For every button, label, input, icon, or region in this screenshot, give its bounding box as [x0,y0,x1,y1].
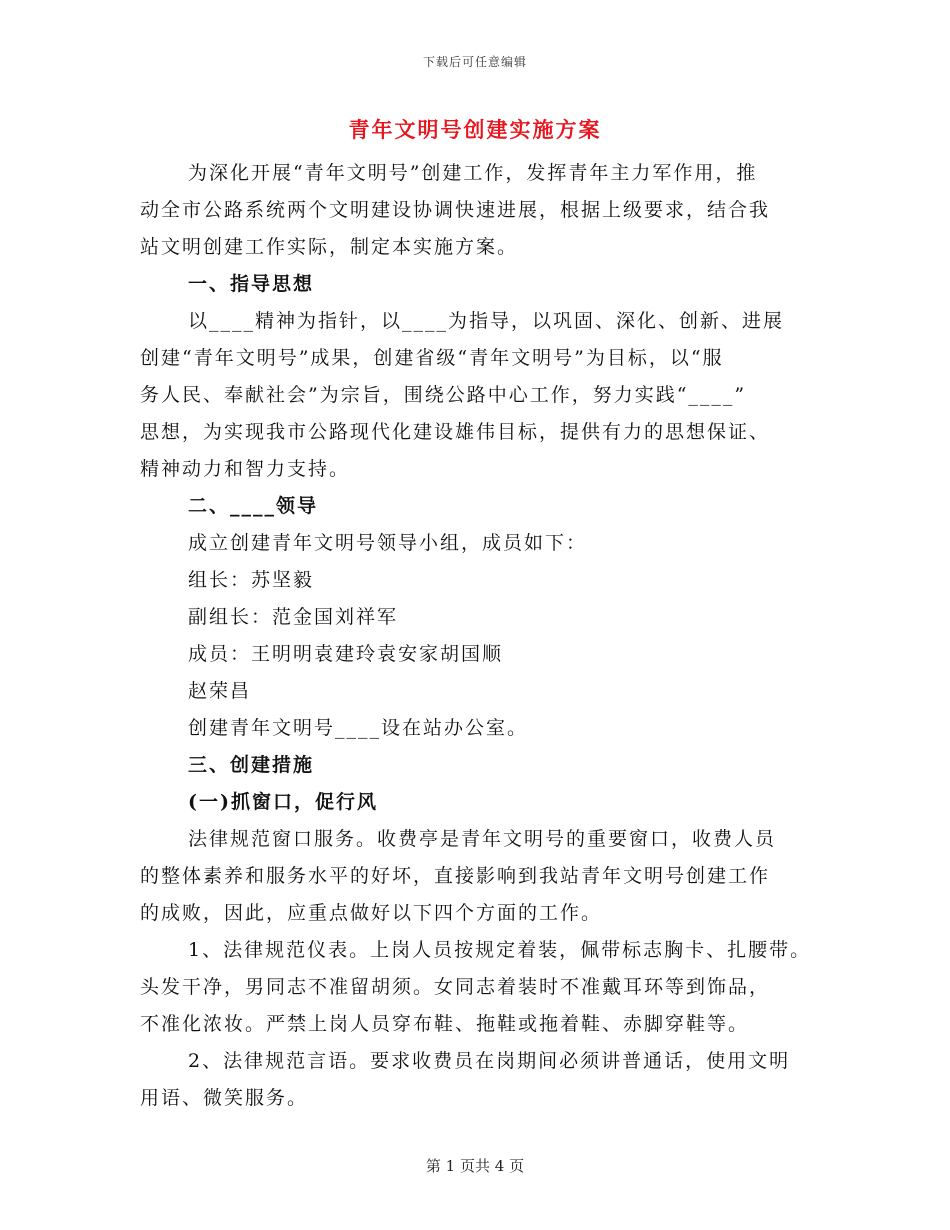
paragraph-line: 以____精神为指针，以____为指导，以巩固、深化、创新、进展 [188,310,785,332]
paragraph-line: 创建“青年文明号”成果，创建省级“青年文明号”为目标，以“服 [140,347,724,369]
paragraph-line: 的成败，因此，应重点做好以下四个方面的工作。 [140,902,603,924]
paragraph-line: 成立创建青年文明号领导小组，成员如下： [188,532,588,554]
section-heading: 一、指导思想 [188,273,315,295]
paragraph-line: 赵荣昌 [188,680,252,702]
paragraph-line: 务人民、奉献社会”为宗旨，围绕公路中心工作，努力实践“____” [140,384,747,406]
paragraph-line: 用语、微笑服务。 [140,1087,309,1109]
paragraph-line: 成员：王明明袁建玲袁安家胡国顺 [188,643,504,665]
page-header: 下载后可任意编辑 [422,55,527,69]
paragraph-line: 思想，为实现我市公路现代化建设雄伟目标，提供有力的思想保证、 [140,421,771,443]
paragraph-line: 的整体素养和服务水平的好坏，直接影响到我站青年文明号创建工作 [140,865,771,887]
paragraph-line: 头发干净，男同志不准留胡须。女同志着装时不准戴耳环等到饰品， [140,976,771,998]
document-title: 青年文明号创建实施方案 [348,117,602,142]
subsection-heading: (一)抓窗口，促行风 [188,791,378,813]
paragraph-line: 组长：苏坚毅 [188,569,315,591]
paragraph-line: 2、法律规范言语。要求收费员在岗期间必须讲普通话，使用文明 [188,1050,791,1072]
paragraph-line: 法律规范窗口服务。收费亭是青年文明号的重要窗口，收费人员 [188,828,777,850]
paragraph-line: 精神动力和智力支持。 [140,458,351,480]
paragraph-line: 1、法律规范仪表。上岗人员按规定着装，佩带标志胸卡、扎腰带。 [188,939,812,961]
paragraph-line: 创建青年文明号____设在站办公室。 [188,717,529,739]
paragraph-line: 动全市公路系统两个文明建设协调快速进展，根据上级要求，结合我 [140,199,771,221]
paragraph-line: 副组长：范金国刘祥军 [188,606,399,628]
page-footer: 第 1 页共 4 页 [425,1157,525,1175]
paragraph-line: 站文明创建工作实际，制定本实施方案。 [140,236,519,258]
paragraph-line: 不准化浓妆。严禁上岗人员穿布鞋、拖鞋或拖着鞋、赤脚穿鞋等。 [140,1013,750,1035]
section-heading: 二、____领导 [188,495,319,517]
section-heading: 三、创建措施 [188,754,315,776]
paragraph-line: 为深化开展“青年文明号”创建工作，发挥青年主力军作用，推 [188,162,758,184]
